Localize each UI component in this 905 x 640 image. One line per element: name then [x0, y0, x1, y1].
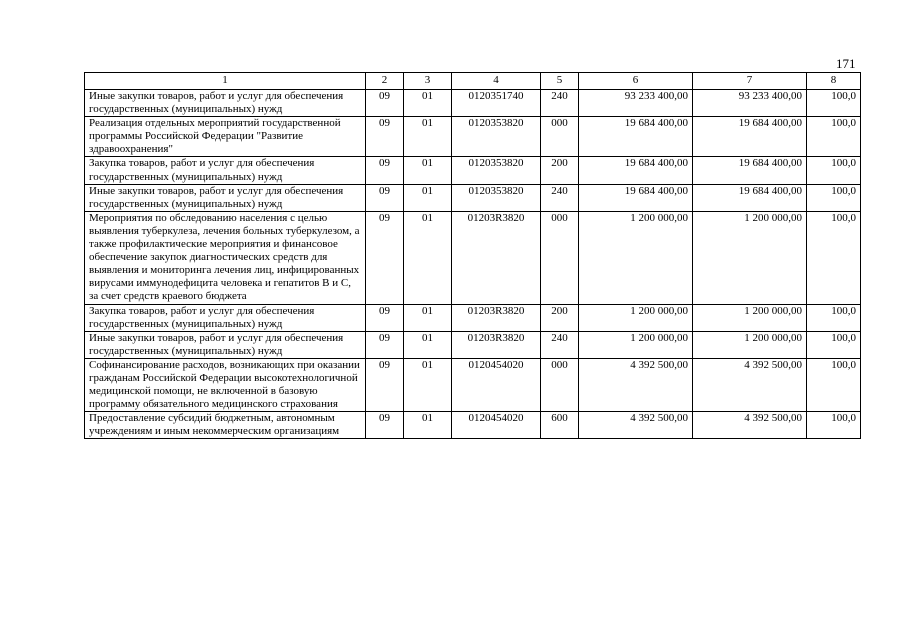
table-row [85, 358, 861, 411]
row-actual-amount: 93 233 400,00 [693, 90, 807, 117]
header-cell: 2 [366, 73, 404, 90]
row-target-code: 01203R3820 [452, 304, 541, 331]
row-target-code: 0120353820 [452, 157, 541, 184]
row-expense-type: 600 [541, 412, 579, 439]
row-expense-type: 240 [541, 331, 579, 358]
row-name: Иные закупки товаров, работ и услуг для обеспечения государственных (муниципальных) нужд [85, 184, 366, 211]
row-planned-amount: 19 684 400,00 [579, 157, 693, 184]
row-section: 09 [366, 331, 404, 358]
row-planned-amount: 1 200 000,00 [579, 304, 693, 331]
row-target-code: 01203R3820 [452, 331, 541, 358]
table-row [85, 117, 861, 157]
row-section: 09 [366, 90, 404, 117]
page-number: 171 [836, 56, 856, 71]
row-subsection: 01 [404, 211, 452, 304]
header-cell: 7 [693, 73, 807, 90]
row-name: Реализация отдельных мероприятий государственной программы Российской Федерации "Развитие здравоохранения" [85, 117, 366, 157]
header-cell: 3 [404, 73, 452, 90]
row-planned-amount: 93 233 400,00 [579, 90, 693, 117]
row-subsection: 01 [404, 184, 452, 211]
row-subsection: 01 [404, 331, 452, 358]
row-percent: 100,0 [807, 184, 861, 211]
row-expense-type: 200 [541, 157, 579, 184]
row-expense-type: 000 [541, 211, 579, 304]
table-row [85, 412, 861, 439]
row-percent: 100,0 [807, 90, 861, 117]
row-percent: 100,0 [807, 358, 861, 411]
header-row [85, 73, 861, 90]
header-cell: 1 [85, 73, 366, 90]
header-cell: 4 [452, 73, 541, 90]
row-target-code: 0120353820 [452, 184, 541, 211]
row-expense-type: 000 [541, 358, 579, 411]
row-name: Иные закупки товаров, работ и услуг для обеспечения государственных (муниципальных) нужд [85, 90, 366, 117]
row-expense-type: 240 [541, 184, 579, 211]
header-cell: 8 [807, 73, 861, 90]
row-actual-amount: 1 200 000,00 [693, 331, 807, 358]
row-expense-type: 240 [541, 90, 579, 117]
row-name: Мероприятия по обследованию населения с целью выявления туберкулеза, лечения больных туберкулезом, а также профилактические мероприятия и финансовое обеспечение закупок диагностических средств для выявления и мониторинга лечения лиц, инфицированных вирусами иммунодефицита человека и гепатитов В и С, за счет средств краевого бюджета [85, 211, 366, 304]
row-planned-amount: 4 392 500,00 [579, 358, 693, 411]
row-target-code: 0120353820 [452, 117, 541, 157]
table-row [85, 184, 861, 211]
row-name: Софинансирование расходов, возникающих при оказании гражданам Российской Федерации высокотехнологичной медицинской помощи, не включенной в базовую программу обязательного медицинского страхования [85, 358, 366, 411]
row-target-code: 0120454020 [452, 412, 541, 439]
row-target-code: 01203R3820 [452, 211, 541, 304]
row-percent: 100,0 [807, 211, 861, 304]
row-name: Иные закупки товаров, работ и услуг для обеспечения государственных (муниципальных) нужд [85, 331, 366, 358]
row-actual-amount: 4 392 500,00 [693, 412, 807, 439]
row-percent: 100,0 [807, 117, 861, 157]
row-expense-type: 200 [541, 304, 579, 331]
table-row [85, 331, 861, 358]
row-section: 09 [366, 117, 404, 157]
row-planned-amount: 19 684 400,00 [579, 117, 693, 157]
row-subsection: 01 [404, 412, 452, 439]
row-target-code: 0120351740 [452, 90, 541, 117]
table-row [85, 90, 861, 117]
row-name: Закупка товаров, работ и услуг для обеспечения государственных (муниципальных) нужд [85, 157, 366, 184]
row-section: 09 [366, 304, 404, 331]
table-row [85, 157, 861, 184]
row-section: 09 [366, 412, 404, 439]
table-row [85, 304, 861, 331]
table-row [85, 211, 861, 304]
row-subsection: 01 [404, 117, 452, 157]
header-cell: 5 [541, 73, 579, 90]
row-name: Предоставление субсидий бюджетным, автономным учреждениям и иным некоммерческим организациям [85, 412, 366, 439]
row-name: Закупка товаров, работ и услуг для обеспечения государственных (муниципальных) нужд [85, 304, 366, 331]
budget-table [84, 72, 861, 439]
row-actual-amount: 4 392 500,00 [693, 358, 807, 411]
row-subsection: 01 [404, 157, 452, 184]
row-section: 09 [366, 157, 404, 184]
row-actual-amount: 19 684 400,00 [693, 157, 807, 184]
row-actual-amount: 1 200 000,00 [693, 211, 807, 304]
row-planned-amount: 1 200 000,00 [579, 211, 693, 304]
row-expense-type: 000 [541, 117, 579, 157]
row-percent: 100,0 [807, 304, 861, 331]
row-section: 09 [366, 184, 404, 211]
row-planned-amount: 4 392 500,00 [579, 412, 693, 439]
row-section: 09 [366, 211, 404, 304]
row-target-code: 0120454020 [452, 358, 541, 411]
row-percent: 100,0 [807, 157, 861, 184]
row-planned-amount: 1 200 000,00 [579, 331, 693, 358]
row-actual-amount: 19 684 400,00 [693, 117, 807, 157]
row-subsection: 01 [404, 358, 452, 411]
row-planned-amount: 19 684 400,00 [579, 184, 693, 211]
row-subsection: 01 [404, 304, 452, 331]
row-section: 09 [366, 358, 404, 411]
row-subsection: 01 [404, 90, 452, 117]
row-actual-amount: 1 200 000,00 [693, 304, 807, 331]
header-cell: 6 [579, 73, 693, 90]
row-actual-amount: 19 684 400,00 [693, 184, 807, 211]
row-percent: 100,0 [807, 412, 861, 439]
row-percent: 100,0 [807, 331, 861, 358]
